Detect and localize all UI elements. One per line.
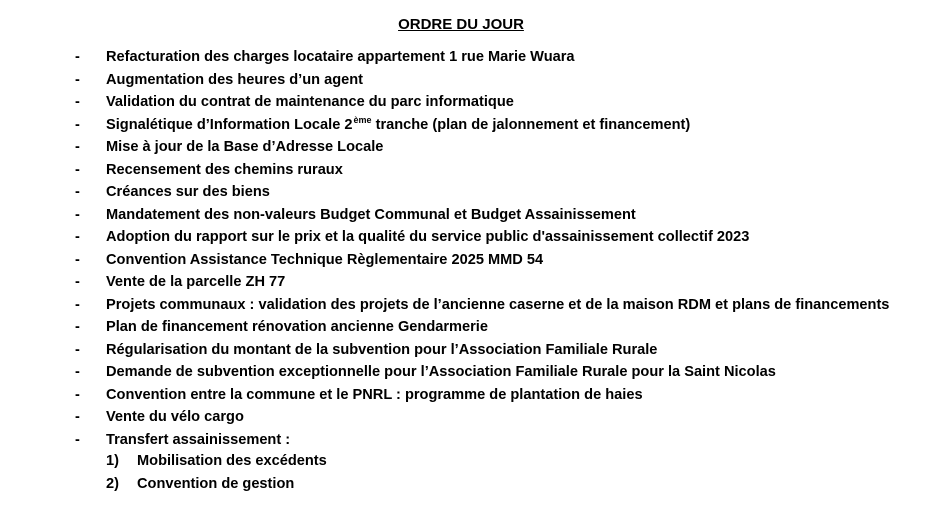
bullet-dash: - [75, 184, 80, 200]
subitem-number: 1) [106, 453, 119, 469]
agenda-item-text: Validation du contrat de maintenance du parc informatique [106, 94, 514, 110]
bullet-dash: - [75, 296, 80, 313]
bullet-dash: - [75, 409, 80, 425]
agenda-item-text: Convention entre la commune et le PNRL : programme de plantation de haies [106, 386, 643, 403]
agenda-item-text: Mise à jour de la Base d’Adresse Locale [106, 139, 384, 155]
agenda-item-text: Convention Assistance Technique Règlementaire 2025 MMD 54 [106, 251, 544, 268]
bullet-dash: - [75, 251, 80, 268]
agenda-item-text: Recensement des chemins ruraux [106, 161, 343, 178]
agenda-item-text-composite [106, 114, 690, 137]
agenda-item-text-continued: tranche (plan de jalonnement et financement) [371, 116, 691, 133]
agenda-item-text: Vente du vélo cargo [106, 409, 244, 425]
bullet-dash: - [75, 94, 80, 110]
subitem-text: Convention de gestion [137, 475, 295, 492]
bullet-dash: - [75, 341, 80, 358]
bullet-dash: - [75, 139, 80, 155]
ordinal-superscript: ème [353, 114, 372, 125]
agenda-item-text: Adoption du rapport sur le prix et la qualité du service public d'assainissement collectif 2023 [106, 229, 750, 245]
subitem-text: Mobilisation des excédents [137, 453, 327, 469]
bullet-dash: - [75, 206, 80, 223]
agenda-item-text: Transfert assainissement : [106, 431, 291, 448]
agenda-item-text: Créances sur des biens [106, 184, 270, 200]
agenda-item-text: Mandatement des non-valeurs Budget Communal et Budget Assainissement [106, 206, 636, 223]
bullet-dash: - [75, 431, 80, 448]
bullet-dash: - [75, 319, 80, 335]
bullet-dash: - [75, 364, 80, 380]
bullet-dash: - [75, 71, 80, 88]
bullet-dash: - [75, 386, 80, 403]
agenda-item-text: Demande de subvention exceptionnelle pour l’Association Familiale Rurale pour la Saint Nicolas [106, 364, 776, 380]
agenda-item-text: Vente de la parcelle ZH 77 [106, 274, 286, 290]
bullet-dash: - [75, 274, 80, 290]
document-title: ORDRE DU JOUR [398, 16, 524, 33]
agenda-item-text: Signalétique d’Information Locale 2 [106, 116, 353, 133]
bullet-dash: - [75, 229, 80, 245]
agenda-item-text: Plan de financement rénovation ancienne Gendarmerie [106, 319, 488, 335]
subitem-number: 2) [106, 475, 119, 492]
agenda-item-text: Régularisation du montant de la subvention pour l’Association Familiale Rurale [106, 341, 658, 358]
agenda-item-text: Refacturation des charges locataire appartement 1 rue Marie Wuara [106, 49, 575, 65]
bullet-dash: - [75, 49, 80, 65]
agenda-item-text: Projets communaux : validation des projets de l’ancienne caserne et de la maison RDM et plans de financements [106, 296, 890, 313]
bullet-dash: - [75, 116, 80, 133]
bullet-dash: - [75, 161, 80, 178]
agenda-item-text: Augmentation des heures d’un agent [106, 71, 364, 88]
